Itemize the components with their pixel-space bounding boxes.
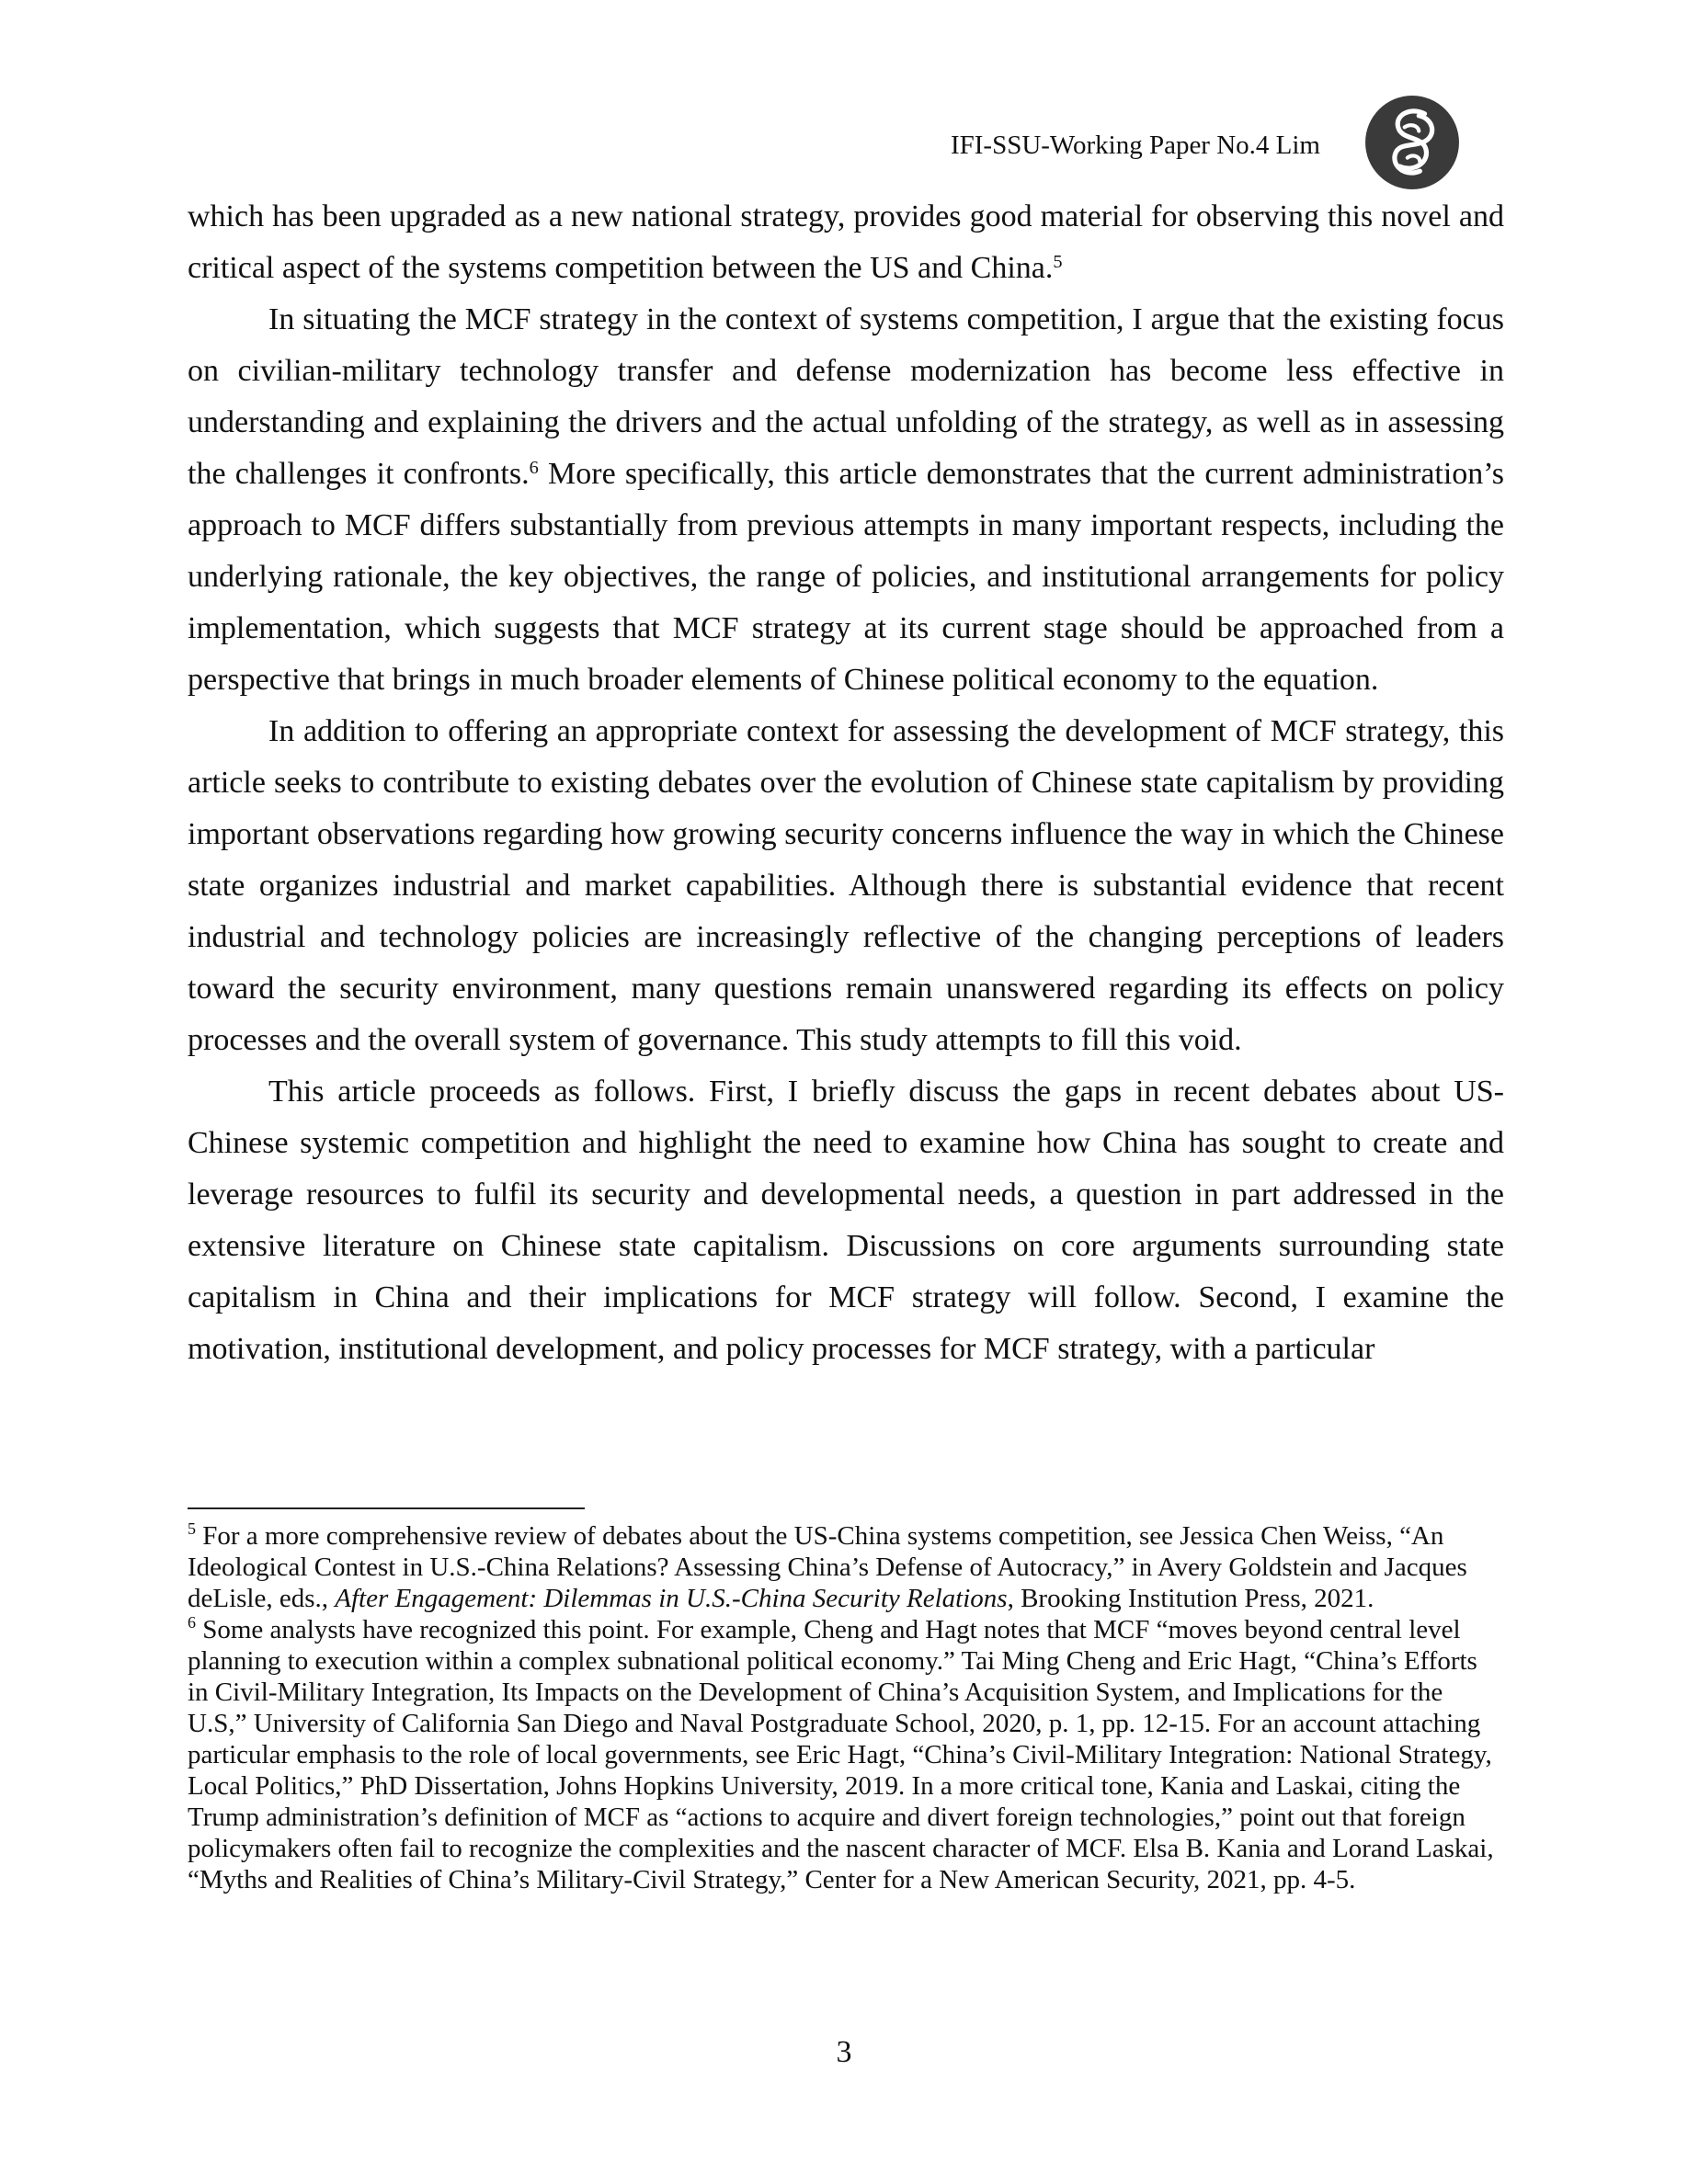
footnote-text: For a more comprehensive review of debates about the US-China systems competition, see Jessica Chen Weiss, “An Ideological Contest in U.S.-China Relations? Assessing China’s Defense of Autocracy,” in Avery Goldstein and Jacques deLisle, eds., bbox=[188, 1521, 1467, 1613]
footnote-ref-5[interactable]: 5 bbox=[1053, 251, 1063, 272]
footnote-number: 6 bbox=[188, 1613, 196, 1632]
footnote-5 bbox=[188, 1520, 1504, 1614]
main-body-text bbox=[188, 191, 1504, 1375]
footnote-text: Some analysts have recognized this point. For example, Cheng and Hagt notes that MCF “moves beyond central level planning to execution within a complex subnational political economy.” Tai Ming Cheng and Eric Hagt, “China’s Efforts in Civil-Military Integration, Its Impacts on the Development of China’s Acquisition System, and Implications for the U.S,” University of California San Diego and Naval Postgraduate School, 2020, p. 1, pp. 12-15. For an account attaching particular emphasis to the role of local governments, see Eric Hagt, “China’s Civil-Military Integration: National Strategy, Local Politics,” PhD Dissertation, Johns Hopkins University, 2019. In a more critical tone, Kania and Laskai, citing the Trump administration’s definition of MCF as “actions to acquire and divert foreign technologies,” point out that foreign policymakers often fail to recognize the complexities and the nascent character of MCF. Elsa B. Kania and Lorand Laskai, “Myths and Realities of China’s Military-Civil Strategy,” Center for a New American Security, 2021, pp. 4-5. bbox=[188, 1615, 1494, 1894]
footnote-text: , Brooking Institution Press, 2021. bbox=[1007, 1584, 1374, 1613]
footnote-separator bbox=[188, 1507, 585, 1509]
ifi-ssu-swirl-logo-icon bbox=[1364, 95, 1460, 190]
footnote-book-title: After Engagement: Dilemmas in U.S.-China Security Relations bbox=[335, 1584, 1008, 1613]
footnote-number: 5 bbox=[188, 1519, 196, 1539]
running-header: IFI-SSU-Working Paper No.4 Lim bbox=[950, 131, 1320, 160]
footnotes bbox=[188, 1520, 1504, 1895]
paragraph-4: This article proceeds as follows. First, I briefly discuss the gaps in recent debates about US-Chinese systemic competition and highlight the need to examine how China has sought to create and leverage resources to fulfil its security and developmental needs, a question in part addressed in the extensive literature on Chinese state capitalism. Discussions on core arguments surrounding state capitalism in China and their implications for MCF strategy will follow. Second, I examine the motivation, institutional development, and policy processes for MCF strategy, with a particular bbox=[188, 1075, 1504, 1366]
paragraph-2-text-a: In situating the MCF strategy in the context of systems competition, I argue that the existing focus on civilian-military technology transfer and defense modernization has become less effective in understanding and explaining the drivers and the actual unfolding of the strategy, as well as in assessing the challenges it confronts. bbox=[188, 302, 1504, 491]
paragraph-2 bbox=[188, 294, 1504, 706]
footnote-6 bbox=[188, 1614, 1504, 1895]
paragraph-3: In addition to offering an appropriate context for assessing the development of MCF strategy, this article seeks to contribute to existing debates over the evolution of Chinese state capitalism by providing important observations regarding how growing security concerns influence the way in which the Chinese state organizes industrial and market capabilities. Although there is substantial evidence that recent industrial and technology policies are increasingly reflective of the changing perceptions of leaders toward the security environment, many questions remain unanswered regarding its effects on policy processes and the overall system of governance. This study attempts to fill this void. bbox=[188, 714, 1504, 1057]
footnote-ref-6[interactable]: 6 bbox=[529, 457, 539, 478]
paragraph-2-text-b: More specifically, this article demonstrates that the current administration’s approach to MCF differs substantially from previous attempts in many important respects, including the underlying rationale, the key objectives, the range of policies, and institutional arrangements for policy implementation, which suggests that MCF strategy at its current stage should be approached from a perspective that brings in much broader elements of Chinese political economy to the equation. bbox=[188, 457, 1504, 697]
paragraph-1 bbox=[188, 191, 1504, 294]
paragraph-1-text: which has been upgraded as a new national strategy, provides good material for observing this novel and critical aspect of the systems competition between the US and China. bbox=[188, 199, 1504, 285]
page-number: 3 bbox=[836, 2035, 852, 2069]
